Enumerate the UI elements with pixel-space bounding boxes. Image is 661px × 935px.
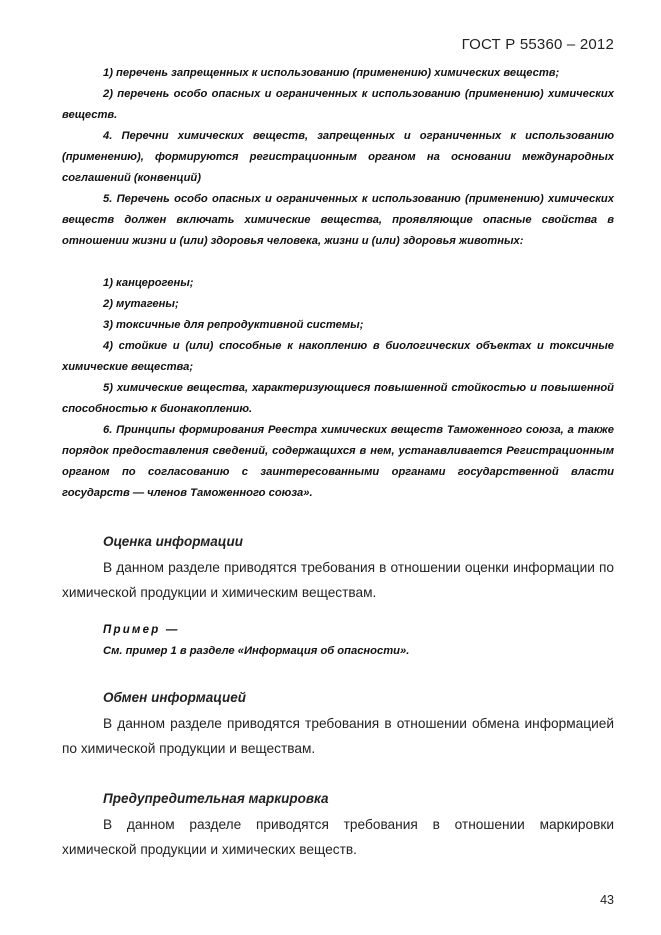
page-number: 43 bbox=[600, 893, 614, 907]
example-label: Пример — bbox=[103, 624, 180, 636]
list-item-2: 2) перечень особо опасных и ограниченных к использованию (применению) химических веществ. bbox=[62, 88, 614, 121]
section-heading-assessment: Оценка информации bbox=[103, 534, 244, 549]
document-code: ГОСТ Р 55360 – 2012 bbox=[461, 36, 614, 53]
point-4: 4. Перечни химических веществ, запрещенных и ограниченных к использованию (применению), формируются регистрационным органом на основании международных соглашений (конвенций) bbox=[62, 130, 614, 184]
sub-item-3: 3) токсичные для репродуктивной системы; bbox=[103, 319, 364, 331]
section-text-exchange: В данном разделе приводятся требования в отношении обмена информацией по химической продукции и веществам. bbox=[62, 716, 614, 756]
list-item-1: 1) перечень запрещенных к использованию (применению) химических веществ; bbox=[103, 67, 560, 79]
point-5: 5. Перечень особо опасных и ограниченных к использованию (применению) химических веществ должен включать химические вещества, проявляющие опасные свойства в отношении жизни и (или) здоровья человека, жизни и (или) здоровья животных: bbox=[62, 193, 614, 247]
sub-item-5: 5) химические вещества, характеризующиеся повышенной стойкостью и повышенной способностью к бионакоплению. bbox=[62, 382, 614, 415]
section-heading-exchange: Обмен информацией bbox=[103, 690, 246, 705]
sub-item-4: 4) стойкие и (или) способные к накоплению в биологических объектах и токсичные химические вещества; bbox=[62, 340, 614, 373]
sub-item-1: 1) канцерогены; bbox=[103, 277, 194, 289]
section-text-assessment: В данном разделе приводятся требования в отношении оценки информации по химической продукции и химическим веществам. bbox=[62, 560, 614, 600]
example-text: См. пример 1 в разделе «Информация об опасности». bbox=[103, 645, 410, 657]
section-text-labeling: В данном разделе приводятся требования в отношении маркировки химической продукции и химических веществ. bbox=[62, 817, 614, 857]
section-heading-labeling: Предупредительная маркировка bbox=[103, 791, 329, 806]
sub-item-2: 2) мутагены; bbox=[103, 298, 179, 310]
point-6: 6. Принципы формирования Реестра химических веществ Таможенного союза, а также порядок предоставления сведений, содержащихся в нем, устанавливается Регистрационным органом по согласованию с заинтересованными органами государственной власти государств — членов Таможенного союза». bbox=[62, 424, 614, 499]
